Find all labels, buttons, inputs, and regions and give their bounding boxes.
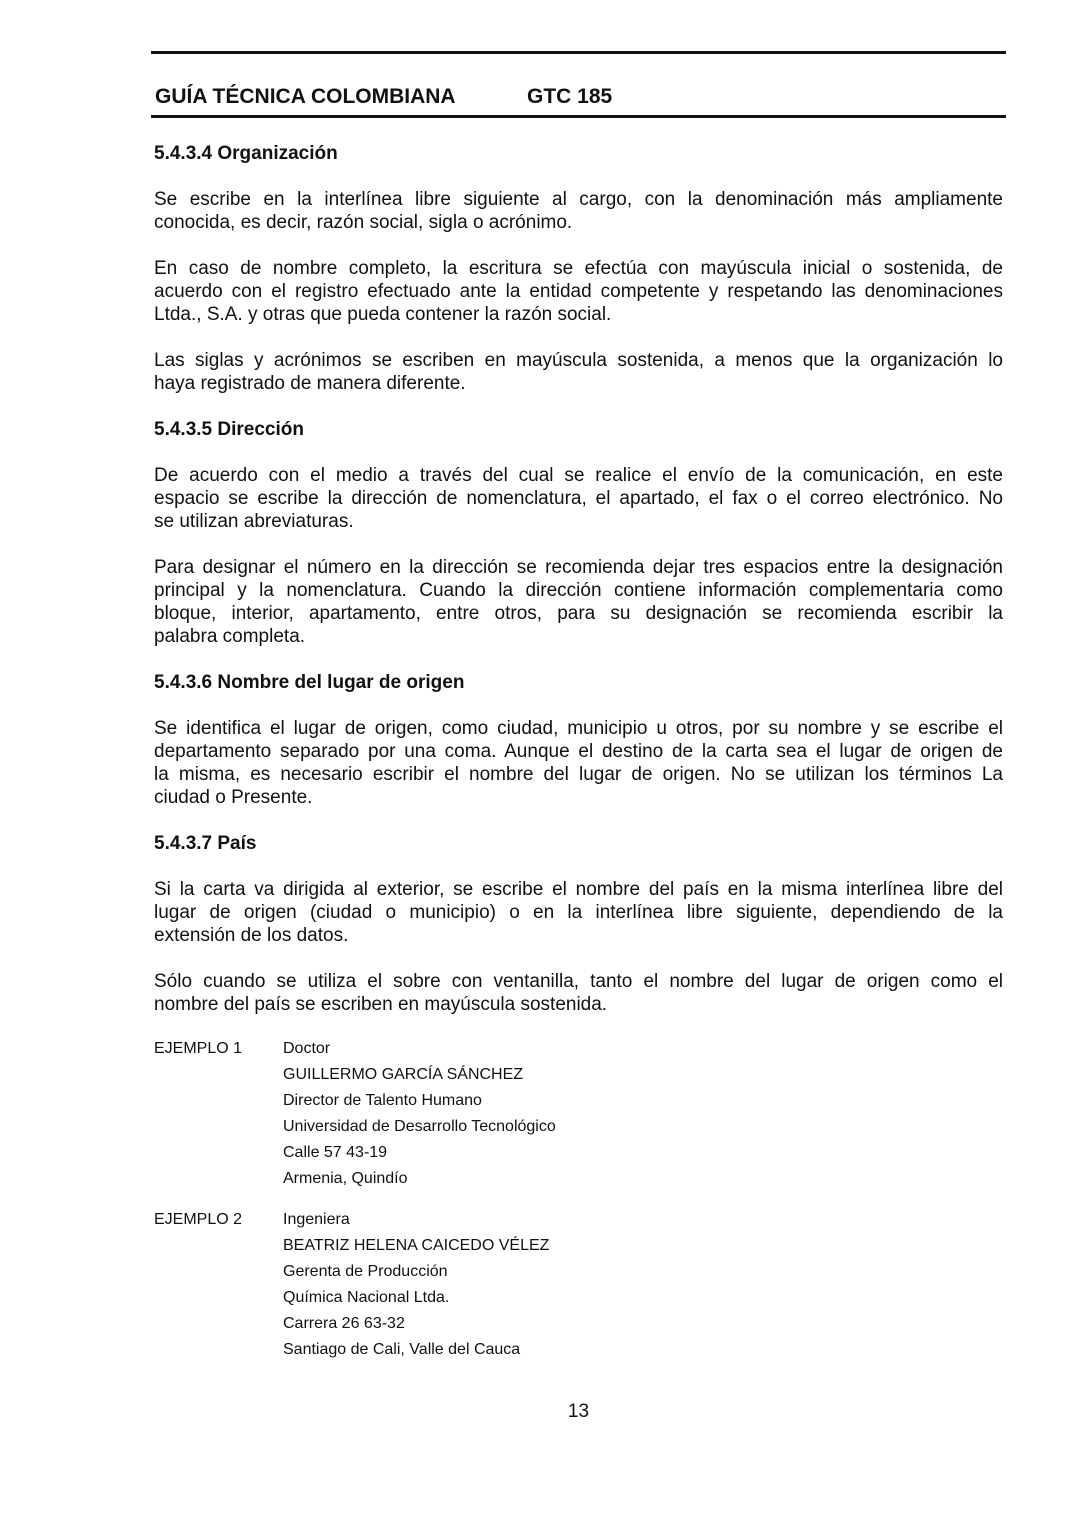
address-line: Armenia, Quindío bbox=[283, 1170, 408, 1187]
paragraph-line: Las siglas y acrónimos se escriben en mayúscula sostenida, a menos que la organización lo bbox=[154, 350, 1003, 371]
document-body bbox=[154, 142, 1003, 1363]
section bbox=[154, 142, 1003, 395]
section bbox=[154, 832, 1003, 1016]
paragraph-line: la misma, es necesario escribir el nombre del lugar de origen. No se utilizan los términos La bbox=[154, 764, 1003, 785]
address-line: Universidad de Desarrollo Tecnológico bbox=[283, 1118, 556, 1135]
paragraph-line: En caso de nombre completo, la escritura se efectúa con mayúscula inicial o sostenida, de bbox=[154, 258, 1003, 279]
paragraph-line: se utilizan abreviaturas. bbox=[154, 511, 354, 532]
paragraph-line: nombre del país se escriben en mayúscula sostenida. bbox=[154, 994, 608, 1015]
example-block bbox=[154, 1207, 1003, 1363]
address-line: Director de Talento Humano bbox=[283, 1092, 482, 1109]
paragraph bbox=[154, 464, 1003, 533]
paragraph bbox=[154, 556, 1003, 648]
page-number: 13 bbox=[567, 1401, 590, 1422]
paragraph-line: Para designar el número en la dirección se recomienda dejar tres espacios entre la designación bbox=[154, 557, 1003, 578]
example-block bbox=[154, 1036, 1003, 1192]
paragraph-line: acuerdo con el registro efectuado ante la entidad competente y respetando las denominaciones bbox=[154, 281, 1003, 302]
paragraph-line: Ltda., S.A. y otras que pueda contener la razón social. bbox=[154, 304, 612, 325]
address-line: Santiago de Cali, Valle del Cauca bbox=[283, 1341, 521, 1358]
document-series-title: GUÍA TÉCNICA COLOMBIANA bbox=[155, 85, 456, 108]
address-line: Doctor bbox=[283, 1040, 331, 1057]
section-heading: 5.4.3.7 País bbox=[154, 833, 257, 854]
paragraph bbox=[154, 188, 1003, 234]
paragraph-line: Se escribe en la interlínea libre siguiente al cargo, con la denominación más ampliamente bbox=[154, 189, 1003, 210]
example-address bbox=[283, 1036, 556, 1192]
address-line: Carrera 26 63-32 bbox=[283, 1315, 405, 1332]
example-label: EJEMPLO 2 bbox=[154, 1211, 243, 1228]
example-label: EJEMPLO 1 bbox=[154, 1040, 243, 1057]
document-code: GTC 185 bbox=[527, 85, 613, 108]
paragraph-line: ciudad o Presente. bbox=[154, 787, 313, 808]
address-line: GUILLERMO GARCÍA SÁNCHEZ bbox=[283, 1066, 524, 1083]
header-top-rule bbox=[151, 51, 1006, 54]
paragraph-line: Se identifica el lugar de origen, como ciudad, municipio u otros, por su nombre y se escribe el bbox=[154, 718, 1003, 739]
example-address bbox=[283, 1207, 549, 1363]
paragraph-line: conocida, es decir, razón social, sigla o acrónimo. bbox=[154, 212, 573, 233]
paragraph-line: departamento separado por una coma. Aunque el destino de la carta sea el lugar de origen de bbox=[154, 741, 1003, 762]
address-line: Calle 57 43-19 bbox=[283, 1144, 388, 1161]
paragraph-line: Si la carta va dirigida al exterior, se escribe el nombre del país en la misma interlínea libre del bbox=[154, 879, 1003, 900]
paragraph bbox=[154, 257, 1003, 326]
address-line: BEATRIZ HELENA CAICEDO VÉLEZ bbox=[283, 1237, 550, 1254]
paragraph-line: De acuerdo con el medio a través del cual se realice el envío de la comunicación, en este bbox=[154, 465, 1003, 486]
section-heading: 5.4.3.4 Organización bbox=[154, 143, 338, 164]
paragraph bbox=[154, 970, 1003, 1016]
paragraph-line: palabra completa. bbox=[154, 626, 306, 647]
paragraph-line: principal y la nomenclatura. Cuando la dirección contiene información complementaria como bbox=[154, 580, 1003, 601]
paragraph-line: extensión de los datos. bbox=[154, 925, 349, 946]
address-line: Gerenta de Producción bbox=[283, 1263, 448, 1280]
header-bottom-rule bbox=[151, 115, 1006, 118]
address-line: Química Nacional Ltda. bbox=[283, 1289, 450, 1306]
paragraph bbox=[154, 349, 1003, 395]
paragraph-line: Sólo cuando se utiliza el sobre con ventanilla, tanto el nombre del lugar de origen como el bbox=[154, 971, 1003, 992]
section bbox=[154, 418, 1003, 648]
paragraph-line: haya registrado de manera diferente. bbox=[154, 373, 466, 394]
paragraph-line: espacio se escribe la dirección de nomenclatura, el apartado, el fax o el correo electrónico. No bbox=[154, 488, 1003, 509]
section-heading: 5.4.3.5 Dirección bbox=[154, 419, 304, 440]
paragraph bbox=[154, 717, 1003, 809]
section-heading: 5.4.3.6 Nombre del lugar de origen bbox=[154, 672, 465, 693]
paragraph bbox=[154, 878, 1003, 947]
paragraph-line: lugar de origen (ciudad o municipio) o en la interlínea libre siguiente, dependiendo de la bbox=[154, 902, 1003, 923]
paragraph-line: bloque, interior, apartamento, entre otros, para su designación se recomienda escribir la bbox=[154, 603, 1003, 624]
address-line: Ingeniera bbox=[283, 1211, 350, 1228]
section bbox=[154, 671, 1003, 809]
